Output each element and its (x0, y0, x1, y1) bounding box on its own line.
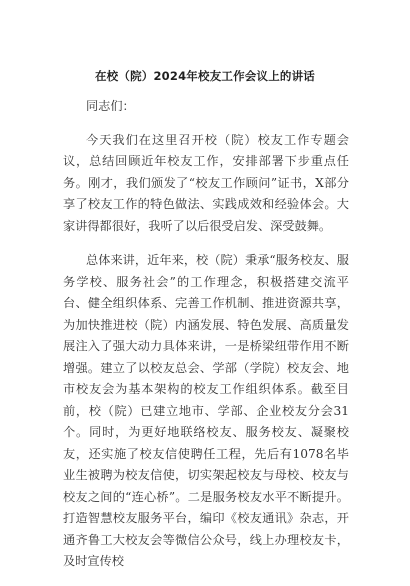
speech-body (63, 96, 349, 586)
paragraph-overview: 总体来讲，近年来，校（院）秉承“服务校友、服务学校、服务社会”的工作理念，积极搭建交流平台、健全组织体系、完善工作机制、推进资源共享，为加快推进校（院）内涵发展、特色发展、高质量发展注入了强大动力具体来讲，一是桥梁纽带作用不断增强。建立了以校友总会、学部（学院）校友会、地市校友会为基本架构的校友工作组织体系。截至目前，校（院）已建立地市、学部、企业校友分会31个。同时，为更好地联络校友、服务校友、凝聚校友，还实施了校友信使聘任工程，先后有1078名毕业生被聘为校友信使，切实架起校友与母校、校友与校友之间的“连心桥”。二是服务校友水平不断提升。打造智慧校友服务平台，编印《校友通讯》杂志，开通齐鲁工大校友会等微信公众号，线上办理校友卡，及时宣传校 (63, 253, 349, 568)
salutation: 同志们： (86, 99, 135, 113)
speech-title: 在校（院）2024年校友工作会议上的讲话 (94, 69, 315, 83)
paragraph-opening: 今天我们在这里召开校（院）校友工作专题会议，总结回顾近年校友工作，安排部署下步重点任务。刚才，我们颁发了“校友工作顾问”证书，X部分享了校友工作的特色做法、实践成效和经验体会。大家讲得都很好，我听了以后很受启发、深受鼓舞。 (63, 132, 349, 233)
